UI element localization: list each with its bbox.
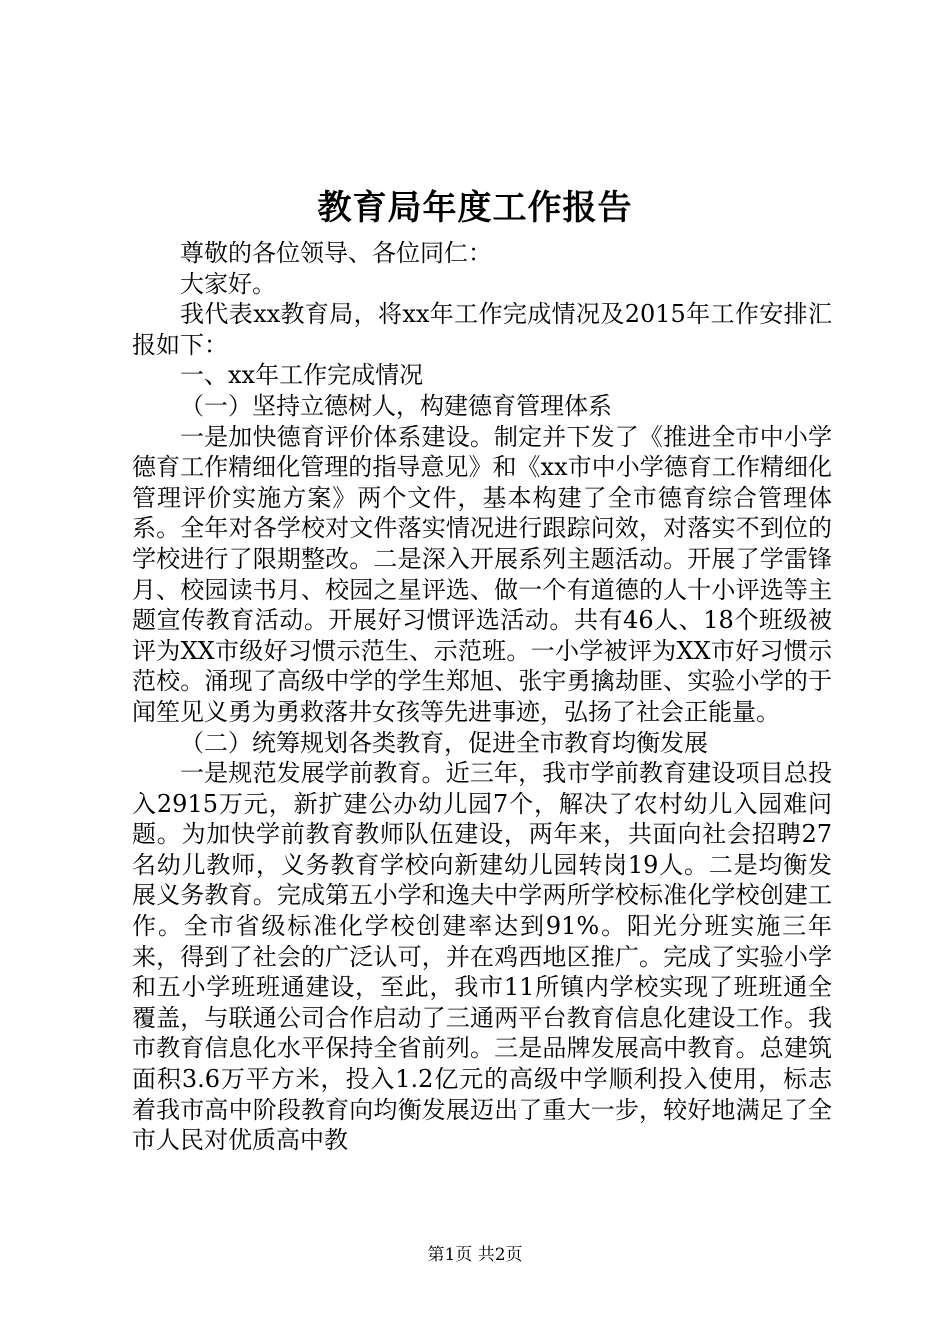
moral-education-paragraph: 一是加快德育评价体系建设。制定并下发了《推进全市中小学德育工作精细化管理的指导意见》和《xx市中小学德育工作精细化管理评价实施方案》两个文件，基本构建了全市德育综合管理体系。全年对各学校对文件落实情况进行跟踪问效，对落实不到位的学校进行了限期整改。二是深入开展系列主题活动。开展了学雷锋月、校园读书月、校园之星评选、做一个有道德的人十小评选等主题宣传教育活动。开展好习惯评选活动。共有46人、18个班级被评为XX市级好习惯示范生、示范班。一小学被评为XX市好习惯示范校。涌现了高级中学的学生郑旭、张宇勇擒劫匪、实验小学的于闻笙见义勇为勇救落井女孩等先进事迹，弘扬了社会正能量。 bbox=[132, 422, 832, 726]
salutation-paragraph: 尊敬的各位领导、各位同仁： bbox=[180, 239, 492, 267]
document-body bbox=[132, 238, 832, 1156]
intro-paragraph: 我代表xx教育局，将xx年工作完成情况及2015年工作安排汇报如下： bbox=[132, 300, 832, 359]
greeting-paragraph: 大家好。 bbox=[180, 269, 276, 298]
page-number-footer: 第1页 共2页 bbox=[427, 1245, 523, 1265]
section-heading-1: 一、xx年工作完成情况 bbox=[180, 361, 424, 390]
subsection-heading-2: （二）统筹规划各类教育，促进全市教育均衡发展 bbox=[180, 728, 708, 757]
document-title: 教育局年度工作报告 bbox=[317, 188, 633, 228]
subsection-heading-1: （一）坚持立德树人，构建德育管理体系 bbox=[180, 391, 612, 420]
balanced-development-paragraph: 一是规范发展学前教育。近三年，我市学前教育建设项目总投入2915万元，新扩建公办幼儿园7个，解决了农村幼儿入园难问题。为加快学前教育教师队伍建设，两年来，共面向社会招聘27名幼儿教师，义务教育学校向新建幼儿园转岗19人。二是均衡发展义务教育。完成第五小学和逸夫中学两所学校标准化学校创建工作。全市省级标准化学校创建率达到91%。阳光分班实施三年来，得到了社会的广泛认可，并在鸡西地区推广。完成了实验小学和五小学班班通建设，至此，我市11所镇内学校实现了班班通全覆盖，与联通公司合作启动了三通两平台教育信息化建设工作。我市教育信息化水平保持全省前列。三是品牌发展高中教育。总建筑面积3.6万平方米，投入1.2亿元的高级中学顺利投入使用，标志着我市高中阶段教育向均衡发展迈出了重大一步，较好地满足了全市人民对优质高中教 bbox=[132, 759, 832, 1155]
